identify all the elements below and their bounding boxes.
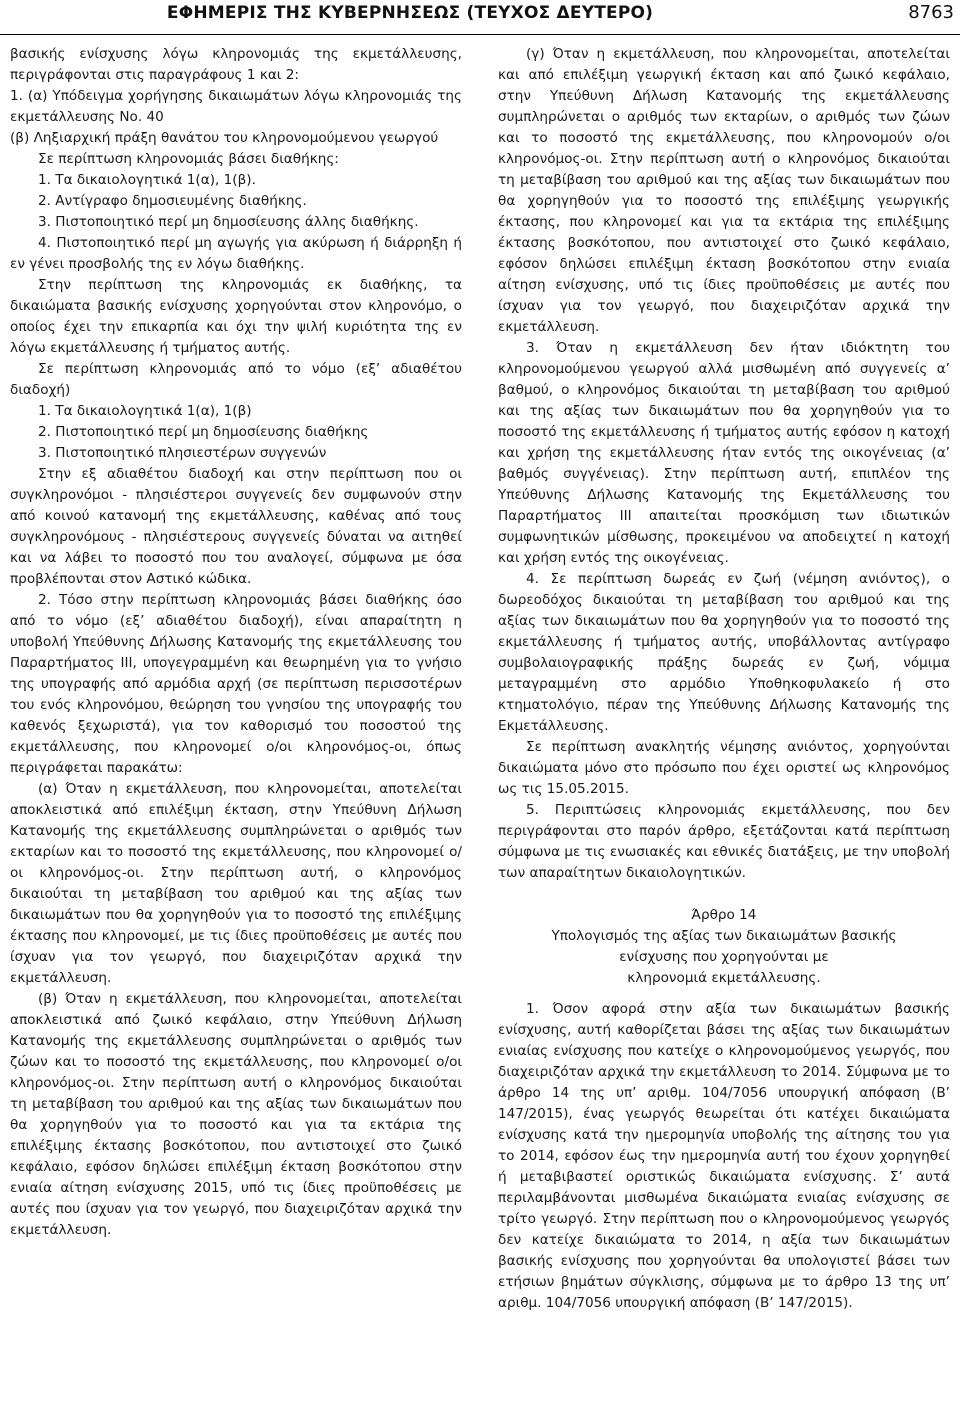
paragraph: Σε περίπτωση ανακλητής νέμησης ανιόντος, χορηγούνται δικαιώματα μόνο στο πρόσωπο που έχει οριστεί ως κληρονόμος ως τις 15.05.2015.: [498, 739, 950, 797]
paragraph: Στην περίπτωση της κληρονομιάς εκ διαθήκης, τα δικαιώματα βασικής ενίσχυσης χορηγούνται στον κληρονόμο, ο οποίος έχει την επικαρπία και όχι την ψιλή κυριότητα της εν λόγω εκμετάλλευσης ή τμήματος αυτής.: [10, 277, 462, 356]
paragraph: 1. Όσον αφορά στην αξία των δικαιωμάτων βασικής ενίσχυσης, αυτή καθορίζεται βάσει της αξίας των δικαιωμάτων ενιαίας ενίσχυσης που κατείχε ο κληρονομούμενος γεωργός, που διαχειριζόταν αρχικά την εκμετάλλευση το 2014. Σύμφωνα με το άρθρο 14 της υπ’ αριθμ. 104/7056 υπουργική απόφαση (Β’ 147/2015), ένας γεωργός θεωρείται ότι κατέχει δικαιώματα ενίσχυσης κατά την ημερομηνία υποβολής της αίτησης του για το 2014, εφόσον έως την ημερομηνία αυτή του έχουν χορηγηθεί ή μεταβιβαστεί οριστικώς δικαιώματα ενίσχυσης. Σ’ αυτά περιλαμβάνονται μισθωμένα δικαιώματα ενιαίας ενίσχυσης σε τρίτο γεωργό. Στην περίπτωση που ο κληρονομούμενος γεωργός δεν κατείχε δικαιώματα το 2014, η αξία των δικαιωμάτων βασικής ενίσχυσης που χορηγούνται θα υπολογιστεί βάσει των ετήσιων βημάτων σύγκλισης, σύμφωνα με το άρθρο 13 της υπ’ αριθμ. 104/7056 υπουργική απόφαση (Β’ 147/2015).: [498, 1001, 950, 1311]
article-title-line: ενίσχυσης που χορηγούνται με: [619, 949, 829, 965]
paragraph: 4. Σε περίπτωση δωρεάς εν ζωή (νέμηση ανιόντος), ο δωρεοδόχος δικαιούται τη μεταβίβαση του αριθμού και της αξίας των δικαιωμάτων που θα χορηγηθούν για το ποσοστό της εκμετάλλευσης ή τμήματος αυτής, υποβάλλοντας αντίγραφο συμβολαιογραφικής πράξης δωρεάς εν ζωή, νόμιμα μεταγραμμένη στο αρμόδιο Υποθηκοφυλακείο ή στο κτηματολόγιο, πέραν της Υπεύθυνης Δήλωσης Κατανομής της Εκμετάλλευσης.: [498, 571, 950, 734]
paragraph: 5. Περιπτώσεις κληρονομιάς εκμετάλλευσης, που δεν περιγράφονται στο παρόν άρθρο, εξετάζονται κατά περίπτωση σύμφωνα με τις ενωσιακές και εθνικές διατάξεις, με την υποβολή των απαραίτητων δικαιολογητικών.: [498, 802, 950, 881]
gazette-title: ΕΦΗΜΕΡΙΣ ΤΗΣ ΚΥΒΕΡΝΗΣΕΩΣ (ΤΕΥΧΟΣ ΔΕΥΤΕΡΟ): [166, 3, 654, 23]
article-title-line: κληρονομιά εκμετάλλευσης.: [627, 970, 821, 986]
paragraph: βασικής ενίσχυσης λόγω κληρονομιάς της εκμετάλλευσης, περιγράφονται στις παραγράφους 1 και 2:: [10, 46, 462, 83]
paragraph: Στην εξ αδιαθέτου διαδοχή και στην περίπτωση που οι συγκληρονόμοι - πλησιέστεροι συγγενείς δεν συμφωνούν στην από κοινού κατανομή της εκμετάλλευσης, καθένας από τους συγκληρονόμους - πλησιέστερους συγγενείς δύναται να αιτηθεί και να λάβει το ποσοστό που του αναλογεί, σύμφωνα με όσα προβλέπονται στον Αστικό κώδικα.: [10, 466, 462, 587]
page-number: 8763: [908, 2, 954, 23]
paragraph: 1. (α) Υπόδειγμα χορήγησης δικαιωμάτων λόγω κληρονομιάς της εκμετάλλευσης Νο. 40: [10, 88, 462, 125]
paragraph: (β) Ληξιαρχική πράξη θανάτου του κληρονομούμενου γεωργού: [10, 130, 439, 146]
paragraph: Σε περίπτωση κληρονομιάς βάσει διαθήκης:: [38, 151, 339, 167]
paragraph: Σε περίπτωση κληρονομιάς από το νόμο (εξ’ αδιαθέτου διαδοχή): [10, 361, 462, 398]
paragraph: 2. Πιστοποιητικό περί μη δημοσίευσης διαθήκης: [38, 424, 369, 440]
spacer: [498, 989, 950, 999]
paragraph: (β) Όταν η εκμετάλλευση, που κληρονομείται, αποτελείται αποκλειστικά από ζωικό κεφάλαιο, στην Υπεύθυνη Δήλωση Κατανομής της εκμετάλλευσης συμπληρώνεται ο αριθμός των ζώων και το ποσοστό της εκμετάλλευσης, που κληρονομεί ο/οι κληρονόμος-οι. Στην περίπτωση αυτή ο κληρονόμος δικαιούται τη μεταβίβαση του αριθμού και της αξίας των δικαιωμάτων που θα χορηγηθούν για το ποσοστό και για τα εκτάρια της επιλέξιμης έκτασης βοσκότοπου, που αντιστοιχεί στο ζωικό κεφάλαιο, εφόσον δηλώσει επιλέξιμη έκταση βοσκότοπου στην ενιαία αίτηση ενίσχυσης 2015, υπό τις ίδιες προϋποθέσεις με αυτές που ίσχυαν για τον γεωργό, που διαχειριζόταν αρχικά την εκμετάλλευση.: [10, 991, 462, 1238]
paragraph: (α) Όταν η εκμετάλλευση, που κληρονομείται, αποτελείται αποκλειστικά από επιλέξιμη έκταση, στην Υπεύθυνη Δήλωση Κατανομής της εκμετάλλευσης συμπληρώνεται ο αριθμός των εκταρίων και το ποσοστό της εκμετάλλευσης, που κληρονομεί ο/οι κληρονόμος-οι. Στην περίπτωση αυτή, ο κληρονόμος δικαιούται τη μεταβίβαση του αριθμού και της αξίας των δικαιωμάτων που θα χορηγηθούν για το ποσοστό της επιλέξιμης έκτασης που κληρονομεί, με τις ίδιες προϋποθέσεις με αυτές που ίσχυαν για τον γεωργό, που διαχειριζόταν αρχικά την εκμετάλλευση.: [10, 781, 462, 986]
paragraph: 3. Πιστοποιητικό περί μη δημοσίευσης άλλης διαθήκης.: [38, 214, 419, 230]
paragraph: 4. Πιστοποιητικό περί μη αγωγής για ακύρωση ή διάρρηξη ή εν γένει προσβολής της εν λόγω διαθήκης.: [10, 235, 462, 272]
paragraph: 2. Αντίγραφο δημοσιευμένης διαθήκης.: [38, 193, 307, 209]
article-heading: Άρθρο 14: [691, 907, 757, 923]
spacer: [498, 884, 950, 905]
paragraph: 1. Τα δικαιολογητικά 1(α), 1(β).: [38, 172, 256, 188]
article-title-line: Υπολογισμός της αξίας των δικαιωμάτων βασικής: [551, 928, 897, 944]
paragraph: 2. Τόσο στην περίπτωση κληρονομιάς βάσει διαθήκης όσο από το νόμο (εξ’ αδιαθέτου διαδοχή), είναι απαραίτητη η υποβολή Υπεύθυνης Δήλωσης Κατανομής της εκμετάλλευσης του Παραρτήματος ΙΙΙ, υπογεγραμμένη και θεωρημένη για το γνήσιο της υπογραφής από αρμόδια αρχή (σε περίπτωση περισσοτέρων του ενός κληρονόμου, θεώρηση του γνησίου της υπογραφής του καθενός ξεχωριστά), για τον καθορισμό του ποσοστού της εκμετάλλευσης, που κληρονομεί ο/οι κληρονόμος-οι, όπως περιγράφεται παρακάτω:: [10, 592, 462, 776]
left-column: [10, 44, 462, 1241]
paragraph: 3. Πιστοποιητικό πλησιεστέρων συγγενών: [38, 445, 327, 461]
right-column: [498, 44, 950, 1314]
paragraph: 3. Όταν η εκμετάλλευση δεν ήταν ιδιόκτητη του κληρονομούμενου γεωργού αλλά μισθωμένη από συγγενείς α’ βαθμού, ο κληρονόμος δικαιούται τη μεταβίβαση του αριθμού και της αξίας των δικαιωμάτων που θα χορηγηθούν για το ποσοστό της εκμετάλλευσης ή τμήματος αυτής εφόσον η κατοχή και χρήση της εκμετάλλευσης ήταν εντός της οικογένειας (α’ βαθμός συγγένειας). Στην περίπτωση αυτή, επιπλέον της Υπεύθυνης Δήλωσης Κατανομής της Εκμετάλλευσης του Παραρτήματος ΙΙΙ απαιτείται προσκόμιση των ιδιωτικών συμφωνητικών μίσθωσης, προκειμένου να αποδειχτεί η κατοχή και χρήση εντός της οικογένειας.: [498, 340, 950, 566]
paragraph: (γ) Όταν η εκμετάλλευση, που κληρονομείται, αποτελείται και από επιλέξιμη γεωργική έκταση και από ζωικό κεφάλαιο, στην Υπεύθυνη Δήλωση Κατανομής της εκμετάλλευσης συμπληρώνεται ο αριθμός των εκταρίων, ο αριθμός των ζώων και το ποσοστό της εκμετάλλευσης, που κληρονομούν ο/οι κληρονόμος-οι. Στην περίπτωση αυτή ο κληρονόμος δικαιούται τη μεταβίβαση του αριθμού και της αξίας των δικαιωμάτων που θα χορηγηθούν για το ποσοστό της επιλέξιμης γεωργικής έκτασης, που κληρονομεί και για τα εκτάρια της επιλέξιμης έκτασης βοσκότοπου, που αντιστοιχεί στο ζωικό κεφάλαιο, εφόσον δηλώσει επιλέξιμη έκταση βοσκότοπου στην ενιαία αίτηση ενίσχυσης, υπό τις ίδιες προϋποθέσεις με αυτές που ίσχυαν για τον γεωργό, που διαχειριζόταν αρχικά την εκμετάλλευση.: [498, 46, 950, 335]
paragraph: 1. Τα δικαιολογητικά 1(α), 1(β): [38, 403, 252, 419]
page-header: [0, 0, 960, 35]
